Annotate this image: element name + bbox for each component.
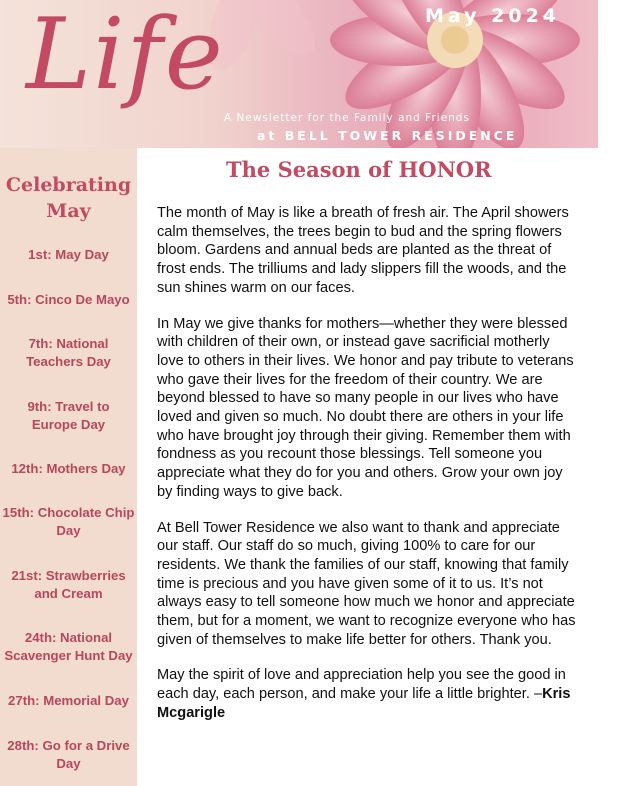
article-body — [157, 204, 577, 723]
event-line1: 5th: Cinco De Mayo — [7, 292, 130, 307]
residence-name: at BELL TOWER RESIDENCE — [257, 128, 518, 143]
event-item — [0, 460, 137, 478]
event-line2: Teachers Day — [26, 354, 111, 369]
closing-text: May the spirit of love and appreciation help you see the good in each day, each person, and make your life a little brighter. – — [157, 667, 566, 703]
event-line2: and Cream — [34, 586, 103, 601]
article-closing — [157, 666, 577, 722]
article-paragraph: In May we give thanks for mothers—whether they were blessed with children of their own, or instead gave sacrificial motherly love to others in their lives. We honor and pay tribute to veterans who gave their lives for the freedom of their country. We are beyond blessed to have so many people in our lives who have loved and given so much. No doubt there are others in your life who have brought joy through their giving. Remember them with fondness as you recount those blessings. Tell someone you appreciate what they do for you and others. Grow your own joy by finding ways to give back. — [157, 315, 574, 500]
issue-date: May 2024 — [425, 5, 561, 27]
event-item — [0, 504, 137, 540]
event-item — [0, 246, 137, 264]
event-item — [0, 692, 137, 710]
newsletter-header — [0, 0, 598, 148]
event-line1: 24th: National — [24, 630, 113, 645]
article-paragraph: The month of May is like a breath of fresh air. The April showers calm themselves, the trees begin to bud and the spring flowers bloom. Gardens and annual beds are planted as the threat of frost ends. The trilliums and lady slippers fill the woods, and the sun shines warm on our faces. — [157, 205, 569, 296]
event-line1: 1st: May Day — [28, 247, 109, 262]
event-line2: Day — [56, 756, 81, 771]
event-line2: Europe Day — [31, 417, 106, 432]
newsletter-tagline: A Newsletter for the Family and Friends — [224, 112, 470, 124]
event-line1: 15th: Chocolate Chip — [2, 505, 135, 520]
article-title: The Season of HONOR — [226, 157, 492, 182]
article-paragraph: At Bell Tower Residence we also want to thank and appreciate our staff. Our staff do so much, giving 100% to care for our residents. We thank the families of our staff, knowing that family time is precious and you have given some of it to us. It’s not always easy to tell someone how much we honor and appreciate them, but for a moment, we want to recognize everyone who has given of themselves to make life better for others. Thank you. — [157, 519, 576, 648]
event-line1: 28th: Go for a Drive — [7, 738, 130, 753]
event-line1: 9th: Travel to — [27, 399, 110, 414]
event-line1: 27th: Memorial Day — [8, 693, 129, 708]
event-item — [0, 291, 137, 309]
event-line1: 7th: National — [28, 336, 109, 351]
event-line1: 21st: Strawberries — [11, 568, 126, 583]
author-signature: Kris Mcgarigle — [157, 686, 571, 721]
event-item — [0, 629, 137, 665]
event-item — [0, 567, 137, 603]
sidebar-title-line2: May — [46, 200, 91, 222]
sidebar-title-line1: Celebrating — [5, 174, 132, 196]
newsletter-logo: Life — [26, 0, 225, 112]
sidebar-title — [0, 172, 137, 224]
celebrations-sidebar — [0, 148, 137, 786]
event-line2: Scavenger Hunt Day — [4, 648, 133, 663]
event-item — [0, 737, 137, 773]
event-line1: 12th: Mothers Day — [11, 461, 126, 476]
event-line2: Day — [56, 523, 81, 538]
event-item — [0, 335, 137, 371]
event-item — [0, 398, 137, 434]
